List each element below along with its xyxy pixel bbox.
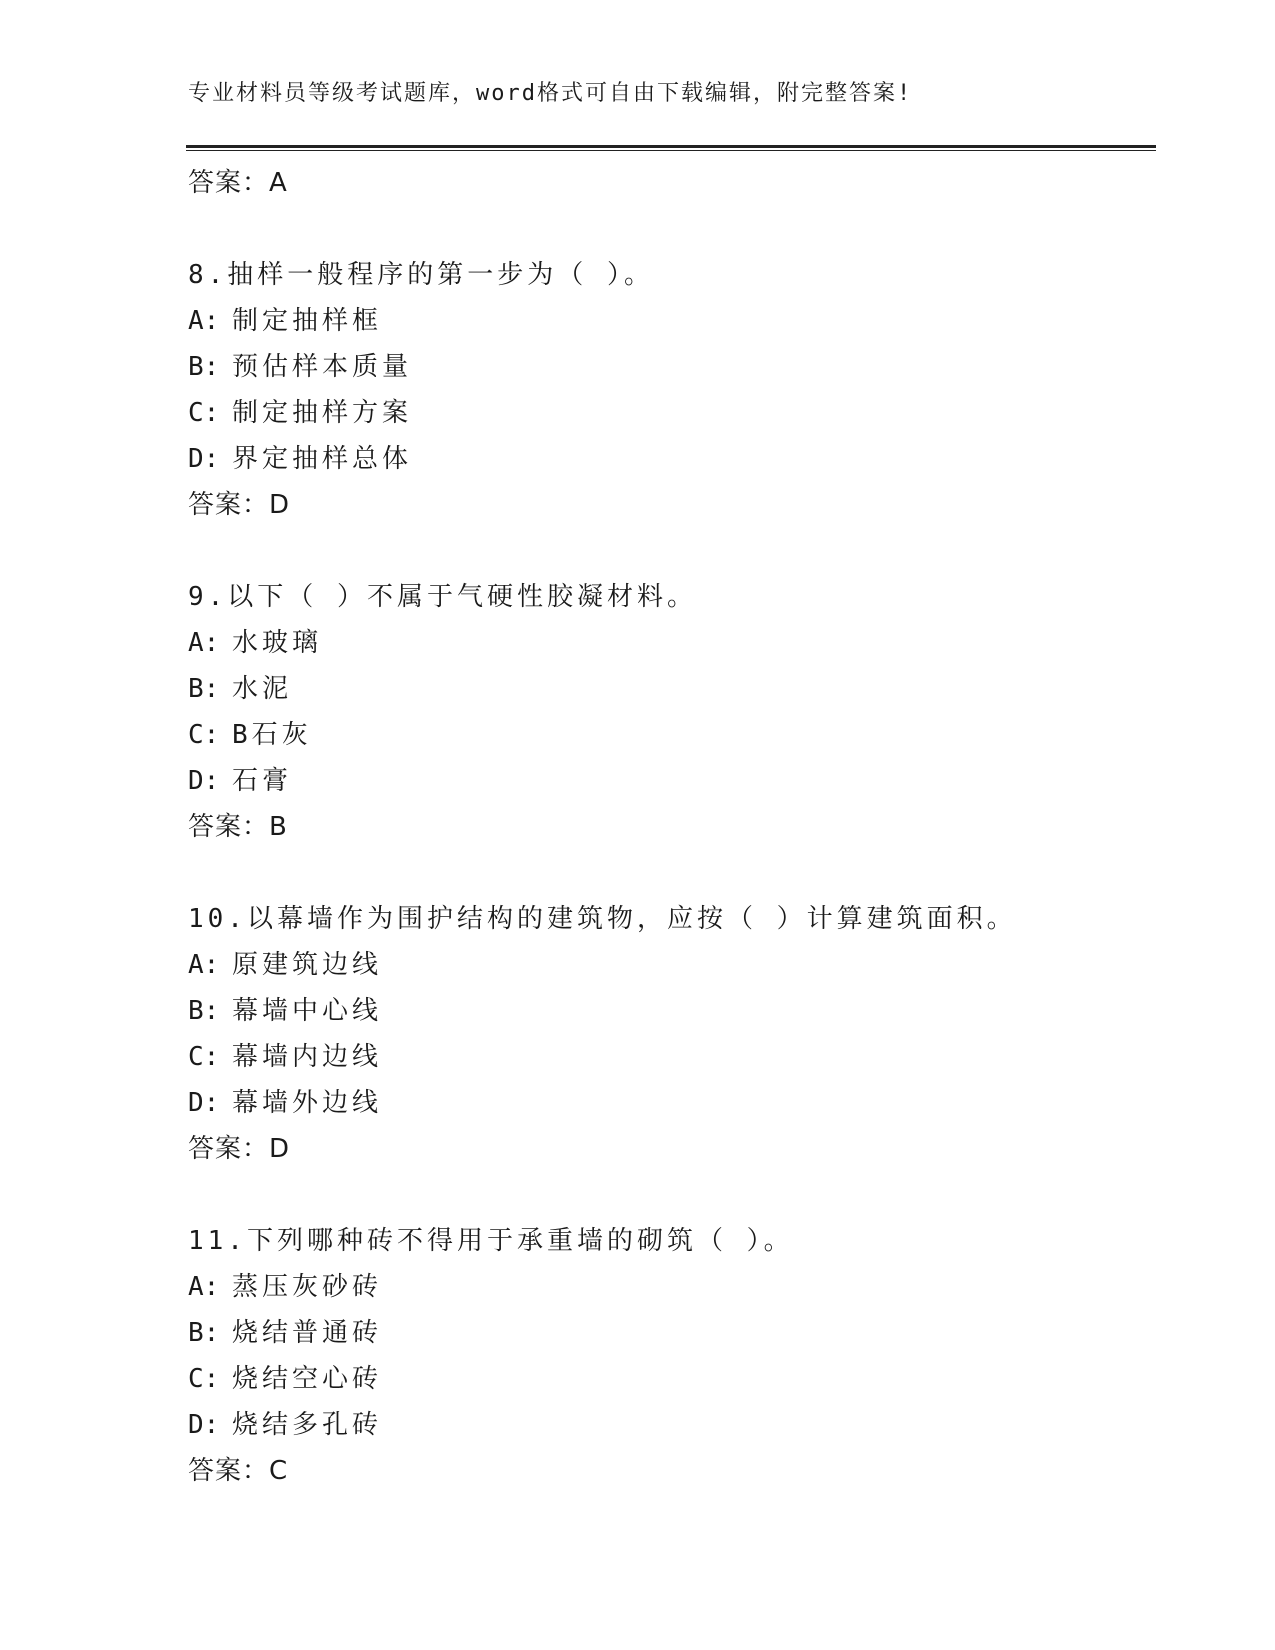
option-a — [188, 1264, 1148, 1310]
option-text: 预估样本质量 — [232, 352, 413, 382]
question-block — [188, 1218, 1148, 1494]
option-c — [188, 1356, 1148, 1402]
option-a — [188, 942, 1148, 988]
option-text: 幕墙中心线 — [232, 996, 383, 1026]
header-rule-thick — [186, 145, 1156, 148]
question-stem: 11.下列哪种砖不得用于承重墙的砌筑（ ）。 — [188, 1226, 794, 1256]
option-key: B: — [188, 996, 220, 1026]
option-b — [188, 1310, 1148, 1356]
question-stem: 10.以幕墙作为围护结构的建筑物，应按（ ）计算建筑面积。 — [188, 904, 1017, 934]
option-text: 制定抽样框 — [232, 306, 383, 336]
option-b — [188, 988, 1148, 1034]
option-text: 幕墙外边线 — [232, 1088, 383, 1118]
question-block — [188, 574, 1148, 850]
option-key: C: — [188, 398, 220, 428]
option-a — [188, 620, 1148, 666]
page-header: 专业材料员等级考试题库，word格式可自由下载编辑，附完整答案! — [188, 81, 913, 106]
option-d — [188, 1402, 1148, 1448]
option-text: 烧结空心砖 — [232, 1364, 383, 1394]
option-a — [188, 298, 1148, 344]
option-text: 石膏 — [232, 766, 293, 796]
question-content — [188, 160, 1148, 1494]
option-text: B石灰 — [232, 720, 312, 750]
option-text: 水玻璃 — [232, 628, 323, 658]
option-text: 蒸压灰砂砖 — [232, 1272, 383, 1302]
question-stem: 9.以下（ ）不属于气硬性胶凝材料。 — [188, 582, 697, 612]
option-text: 水泥 — [232, 674, 293, 704]
option-text: 烧结多孔砖 — [232, 1410, 383, 1440]
option-c — [188, 1034, 1148, 1080]
option-key: A: — [188, 950, 220, 980]
question-block — [188, 896, 1148, 1172]
option-c — [188, 390, 1148, 436]
option-d — [188, 436, 1148, 482]
option-key: A: — [188, 306, 220, 336]
option-key: C: — [188, 720, 220, 750]
option-key: B: — [188, 1318, 220, 1348]
option-text: 原建筑边线 — [232, 950, 383, 980]
option-text: 界定抽样总体 — [232, 444, 413, 474]
answer-line: 答案：D — [188, 490, 291, 520]
option-key: A: — [188, 1272, 220, 1302]
option-b — [188, 666, 1148, 712]
option-b — [188, 344, 1148, 390]
option-key: A: — [188, 628, 220, 658]
option-text: 烧结普通砖 — [232, 1318, 383, 1348]
option-key: C: — [188, 1364, 220, 1394]
option-text: 制定抽样方案 — [232, 398, 413, 428]
option-key: D: — [188, 444, 220, 474]
option-d — [188, 1080, 1148, 1126]
answer-line: 答案：C — [188, 1456, 289, 1486]
answer-line: 答案：B — [188, 812, 288, 842]
option-key: B: — [188, 352, 220, 382]
option-key: D: — [188, 1088, 220, 1118]
option-key: C: — [188, 1042, 220, 1072]
option-key: D: — [188, 1410, 220, 1440]
header-rule-thin — [186, 150, 1156, 151]
question-stem: 8.抽样一般程序的第一步为（ ）。 — [188, 260, 654, 290]
option-d — [188, 758, 1148, 804]
option-text: 幕墙内边线 — [232, 1042, 383, 1072]
answer-line: 答案：D — [188, 1134, 291, 1164]
option-key: D: — [188, 766, 220, 796]
question-block — [188, 252, 1148, 528]
option-key: B: — [188, 674, 220, 704]
option-c — [188, 712, 1148, 758]
answer-line: 答案：A — [188, 168, 288, 198]
